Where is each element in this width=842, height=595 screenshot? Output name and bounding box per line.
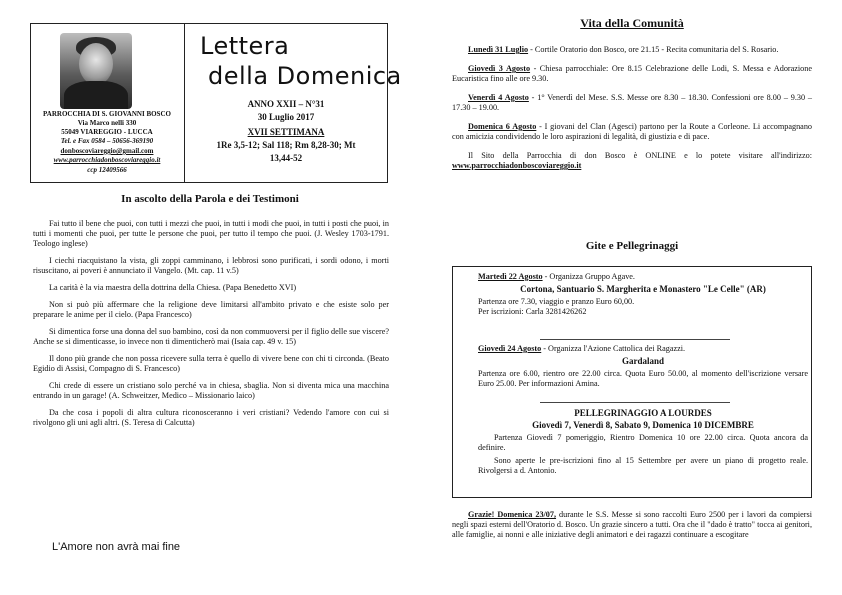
community-events	[452, 45, 812, 178]
masthead-divider	[184, 24, 185, 182]
separator	[540, 339, 730, 340]
readings-line2: 13,44-52	[269, 153, 303, 163]
event-item: Venerdì 4 Agosto - 1° Venerdì del Mese. S.S. Messe ore 8.30 – 18.30. Confessioni ore 8.00 – 9.30 – 17.30 – 19.00.	[452, 93, 812, 112]
parish-email-link[interactable]: donboscoviareggio@gmail.com	[60, 147, 154, 155]
parish-city: 55049 VIAREGGIO - LUCCA	[61, 128, 153, 136]
event-item: Lunedì 31 Luglio - Cortile Oratorio don Bosco, ore 21.15 - Recita comunitaria del S. Rosario.	[468, 45, 779, 54]
event-item: Domenica 6 Agosto - I giovani del Clan (Agesci) partono per la Route a Corleone. Li accompagnano con amicizia condividendo le loro aspirazioni di legalità, di giustizia e di pace.	[452, 122, 813, 141]
parish-address: Via Marco nelli 330	[77, 119, 137, 127]
parish-tel: Tel. e Fax 0584 – 50656-369190	[60, 137, 154, 145]
trip-gardaland: Giovedì 24 Agosto - Organizza l'Azione Cattolica dei Ragazzi. Gardaland Partenza ore 6.00, rientro ore 22.00 circa. Quota Euro 50.00, al momento dell'iscrizione versare Euro 25.00. Per informazioni Amina.	[478, 344, 808, 388]
quote: Non si può più affermare che la religione deve limitarsi all'ambito privato e che esiste solo per preparare le anime per il cielo. (Papa Francesco)	[33, 300, 389, 319]
quote: La carità è la via maestra della dottrina della Chiesa. (Papa Benedetto XVI)	[49, 283, 297, 292]
section-title-comunita: Vita della Comunità	[580, 16, 684, 30]
separator	[540, 402, 730, 403]
newsletter-title-line1: Lettera	[200, 32, 290, 60]
parish-site-link[interactable]: www.parrocchiadonboscoviareggio.it	[452, 161, 582, 170]
liturgical-week: XVII SETTIMANA	[247, 127, 325, 137]
don-bosco-portrait	[60, 33, 132, 109]
quote: I ciechi riacquistano la vista, gli zoppi camminano, i lebbrosi sono purificati, i sordi odono, i morti risuscitano, ai poveri è annunciato il Vangelo. (Mt. cap. 11 v.5)	[33, 256, 389, 275]
newsletter-title-line2: della Domenica	[208, 62, 402, 90]
event-item: Giovedì 3 Agosto - Chiesa parrocchiale: Ore 8.15 Celebrazione delle Lodi, S. Messa e Adorazione Eucaristica fino alle ore 9.30.	[452, 64, 812, 83]
quote: Fai tutto il bene che puoi, con tutti i mezzi che puoi, in tutti i modi che puoi, in tutti i posti che puoi, in tutti i momenti che puoi, per tutte le persone che puoi, per tutto il tempo che puoi. (J. Wesley 1703-1791. Teologo inglese)	[33, 219, 389, 248]
quote: Chi crede di essere un cristiano solo perché va in chiesa, sbaglia. Non si diventa mica una macchina entrando in un garage! (A. Schweitzer, Medico – Missionario laico)	[33, 381, 389, 400]
quote: Da che cosa i popoli di altra cultura riconosceranno i veri cristiani? Vedendo l'amore con cui si rivolgono gli uni agli altri. (S. Teresa di Calcutta)	[33, 408, 389, 427]
quotes-list	[33, 219, 389, 435]
quote: Il dono più grande che non possa ricevere sulla terra è quello di vivere bene con chi ti circonda. (Beato Egidio di Assisi, Compagno di S. Francesco)	[33, 354, 389, 373]
section-title-amore: L'Amore non avrà mai fine	[52, 541, 181, 553]
issue-number: ANNO XXII – N°31	[247, 99, 325, 109]
parish-website-link[interactable]: www.parrocchiadonboscoviareggio.it	[53, 156, 161, 164]
section-title-parola: In ascolto della Parola e dei Testimoni	[121, 193, 299, 205]
trip-agave: Martedì 22 Agosto - Organizza Gruppo Agave. Cortona, Santuario S. Margherita e Monastero "Le Celle" (AR) Partenza ore 7.30, viaggio e pranzo Euro 60,00. Per iscrizioni: Carla 3281426262	[478, 272, 766, 316]
issue-date: 30 Luglio 2017	[257, 112, 315, 122]
site-notice: Il Sito della Parrocchia di don Bosco è ONLINE e lo potete visitare all'indirizzo: www.parrocchiadonboscoviareggio.it	[452, 151, 812, 170]
quote: Si dimentica forse una donna del suo bambino, così da non commuoversi per il figlio delle sue viscere? Anche se si dimenticasse, io invece non ti dimenticherò mai (Isaia cap. 49 v. 15)	[33, 327, 389, 346]
readings-line1: 1Re 3,5-12; Sal 118; Rm 8,28-30; Mt	[216, 140, 356, 150]
parish-ccp: ccp 12409566	[87, 166, 127, 174]
thanks-paragraph: Grazie! Domenica 23/07, durante le S.S. Messe si sono raccolti Euro 2500 per i lavori da compiersi negli spazi esterni dell'Oratorio d. Bosco. Un grazie sincero a tutti. Ora che il "dado è tratto" tocca ai genitori, alle famiglie, ai nonni e alle iniziative degli animatori e dei ragazzi continuare a escogitare	[452, 510, 812, 539]
section-title-gite: Gite e Pellegrinaggi	[585, 240, 679, 252]
trip-lourdes: PELLEGRINAGGIO A LOURDES Giovedì 7, Venerdì 8, Sabato 9, Domenica 10 DICEMBRE Partenza Giovedì 7 pomeriggio, Rientro Domenica 10 ore 22.00 circa. Quota ancora da definire. Sono aperte le pre-iscrizioni fino al 15 Settembre per avere un piano di progetto reale. Rivolgersi a d. Antonio.	[478, 408, 808, 475]
parish-name: PARROCCHIA DI S. GIOVANNI BOSCO	[43, 110, 171, 118]
